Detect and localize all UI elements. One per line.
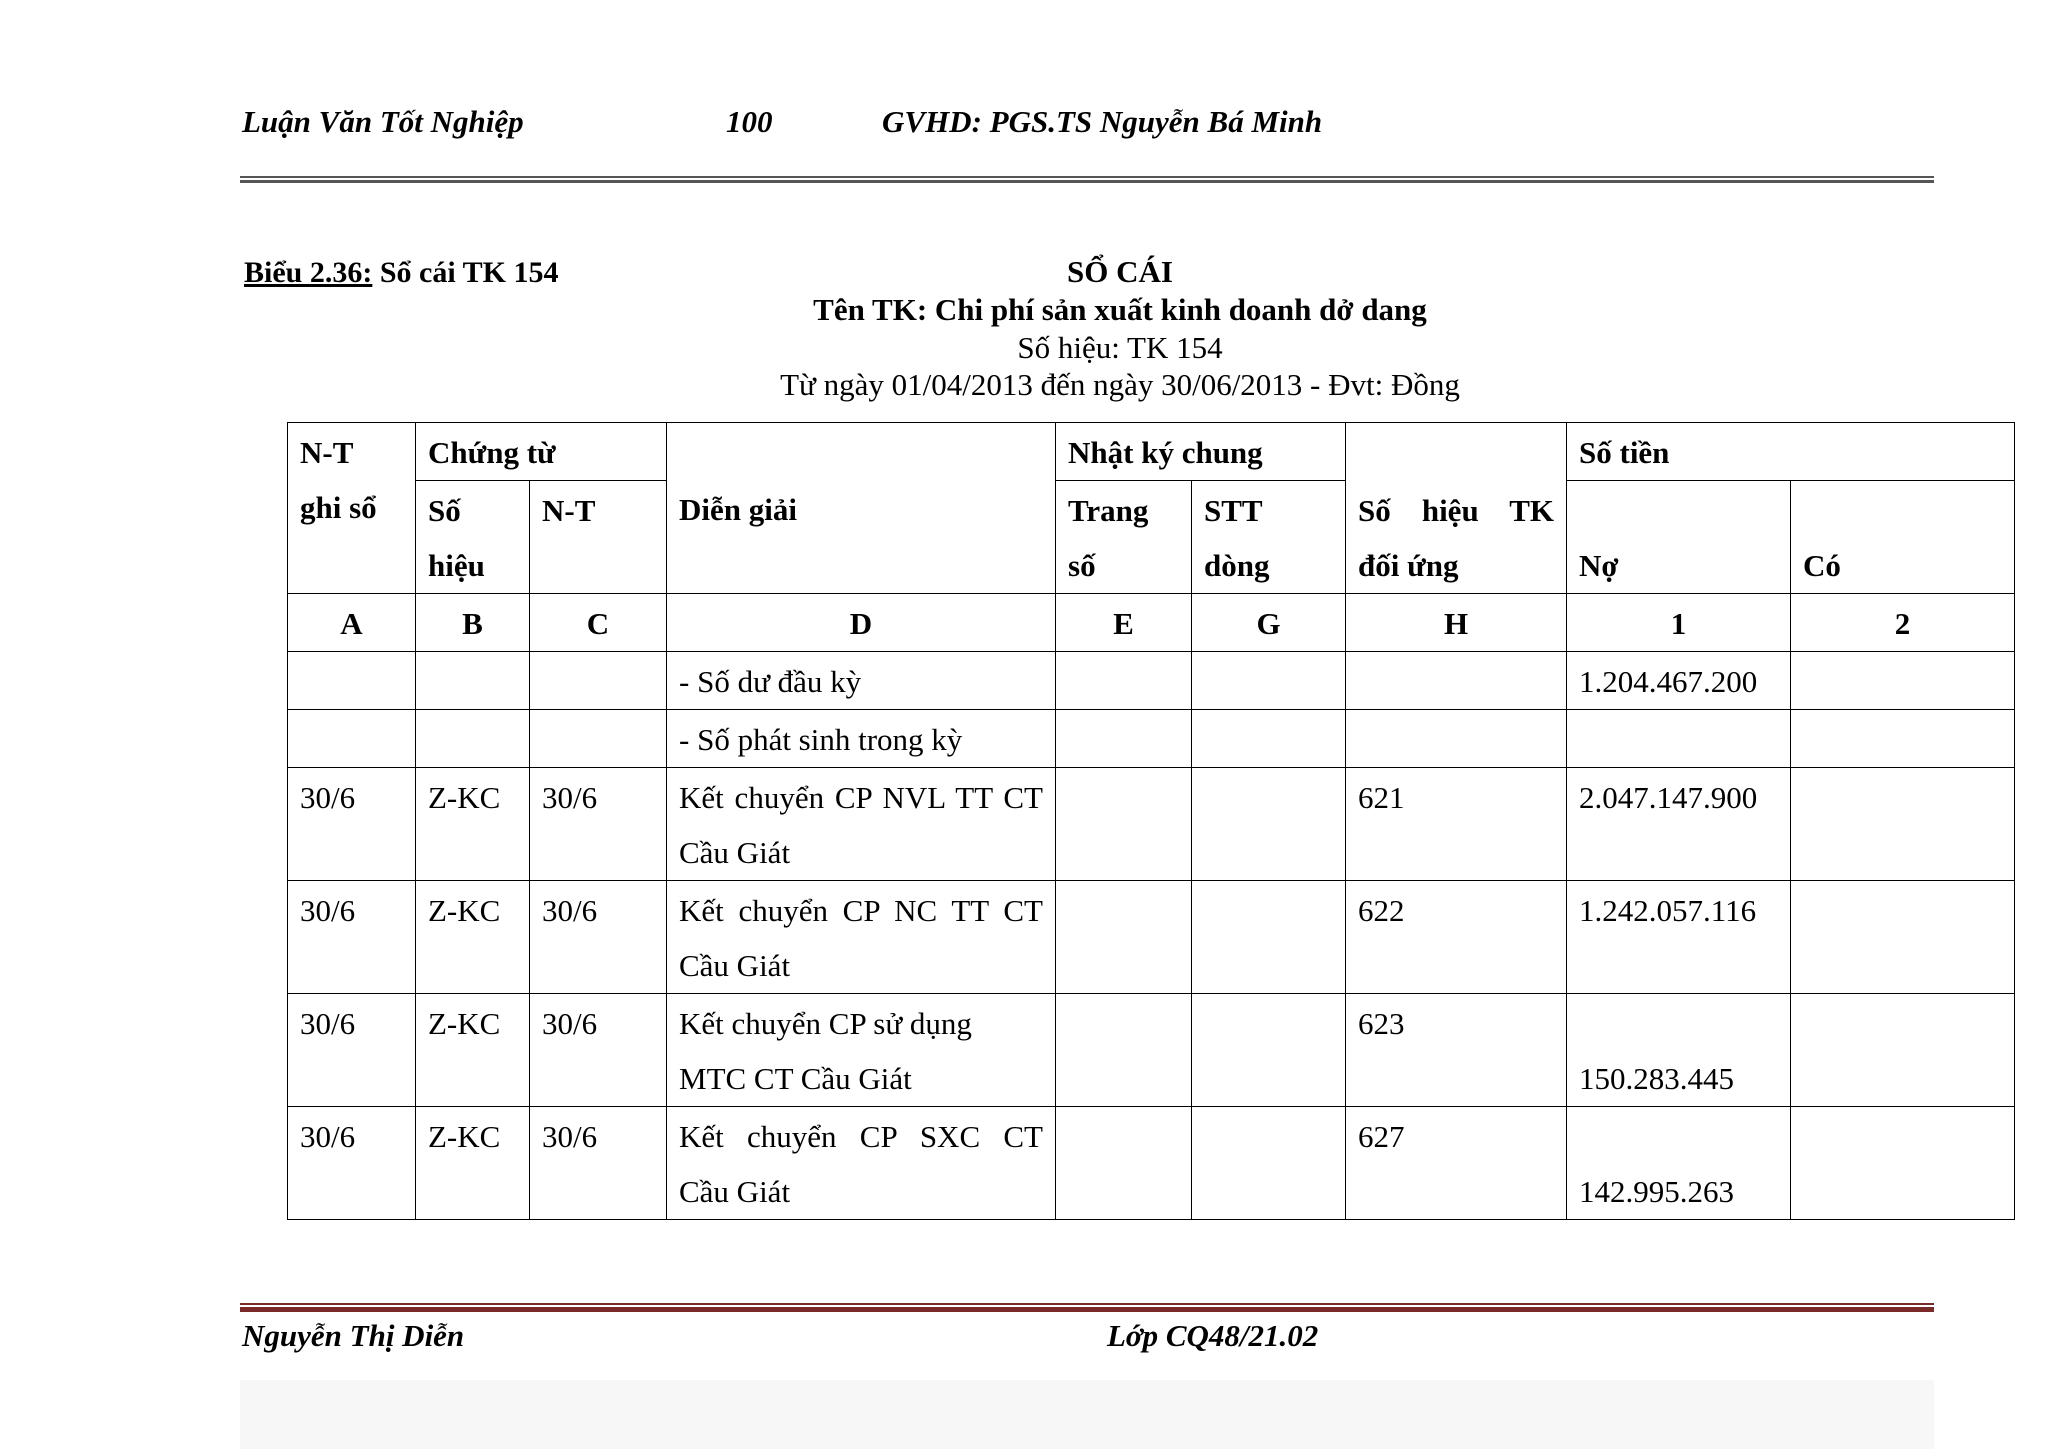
cell-line <box>1192 768 1346 881</box>
col-header-so-hieu-tk: Số hiệu TK đối ứng <box>1346 423 1567 594</box>
footer-class: Lớp CQ48/21.02 <box>1107 1318 1319 1353</box>
cell-debit <box>1567 710 1791 768</box>
cell-description: Kết chuyển CP NVL TT CT Cầu Giát <box>667 768 1056 881</box>
col-header-nt-ghi-so: N-T ghi sổ <box>288 423 416 594</box>
account-name: Tên TK: Chi phí sản xuất kinh doanh dở dang <box>813 292 1427 327</box>
ledger-title: SỔ CÁI <box>1067 254 1173 289</box>
col-header-dien-giai: Diễn giải <box>667 423 1056 594</box>
cell-credit <box>1791 994 2015 1107</box>
cell-doc-no: Z-KC <box>416 994 530 1107</box>
cell-doc-no: Z-KC <box>416 768 530 881</box>
cell-credit <box>1791 881 2015 994</box>
cell-line <box>1192 1107 1346 1220</box>
cell-page <box>1056 768 1192 881</box>
cell-credit <box>1791 1107 2015 1220</box>
cell-doc-date <box>530 652 667 710</box>
cell-account <box>1346 652 1567 710</box>
cell-date <box>288 710 416 768</box>
column-code-row <box>288 594 2015 652</box>
account-code: Số hiệu: TK 154 <box>1017 330 1223 365</box>
cell-description: Kết chuyển CP sử dụng MTC CT Cầu Giát <box>667 994 1056 1107</box>
cell-account: 627 <box>1346 1107 1567 1220</box>
col-header-nhat-ky-chung: Nhật ký chung <box>1056 423 1346 481</box>
col-header-so-hieu: Số hiệu <box>416 481 530 594</box>
col-code: E <box>1056 594 1192 652</box>
figure-caption-text: Sổ cái TK 154 <box>372 256 559 289</box>
figure-caption <box>244 256 558 290</box>
col-header-trang-so: Trang số <box>1056 481 1192 594</box>
cell-debit: 1.242.057.116 <box>1567 881 1791 994</box>
col-code: 2 <box>1791 594 2015 652</box>
cell-date: 30/6 <box>288 994 416 1107</box>
ledger-period: Từ ngày 01/04/2013 đến ngày 30/06/2013 - Đvt: Đồng <box>780 367 1460 402</box>
header-thesis-title: Luận Văn Tốt Nghiệp <box>242 104 524 139</box>
col-code: A <box>288 594 416 652</box>
cell-line <box>1192 881 1346 994</box>
cell-debit: 1.204.467.200 <box>1567 652 1791 710</box>
col-code: B <box>416 594 530 652</box>
cell-description: Kết chuyển CP SXC CT Cầu Giát <box>667 1107 1056 1220</box>
cell-line <box>1192 710 1346 768</box>
figure-caption-label: Biểu 2.36: <box>244 256 373 289</box>
col-code: D <box>667 594 1056 652</box>
cell-doc-no <box>416 710 530 768</box>
table-row <box>288 710 2015 768</box>
cell-credit <box>1791 710 2015 768</box>
cell-doc-date: 30/6 <box>530 881 667 994</box>
cell-page <box>1056 1107 1192 1220</box>
table-row <box>288 881 2015 994</box>
cell-debit: 150.283.445 <box>1567 994 1791 1107</box>
cell-line <box>1192 994 1346 1107</box>
cell-credit <box>1791 652 2015 710</box>
header-divider <box>240 176 1934 183</box>
cell-line <box>1192 652 1346 710</box>
col-header-so-tien: Số tiền <box>1567 423 2015 481</box>
cell-credit <box>1791 768 2015 881</box>
table-row <box>288 994 2015 1107</box>
page-bottom-band <box>240 1380 1934 1449</box>
cell-doc-no: Z-KC <box>416 1107 530 1220</box>
ledger-table <box>287 422 2015 1220</box>
cell-doc-date: 30/6 <box>530 994 667 1107</box>
page-footer <box>242 1318 1932 1362</box>
col-header-stt-dong: STT dòng <box>1192 481 1346 594</box>
col-code: H <box>1346 594 1567 652</box>
page-header <box>242 104 1932 148</box>
header-supervisor: GVHD: PGS.TS Nguyễn Bá Minh <box>882 104 1323 139</box>
cell-description: - Số dư đầu kỳ <box>667 652 1056 710</box>
col-code: G <box>1192 594 1346 652</box>
footer-divider <box>240 1303 1934 1312</box>
table-row <box>288 1107 2015 1220</box>
col-header-chung-tu: Chứng từ <box>416 423 667 481</box>
cell-doc-date: 30/6 <box>530 768 667 881</box>
cell-description: - Số phát sinh trong kỳ <box>667 710 1056 768</box>
cell-doc-date: 30/6 <box>530 1107 667 1220</box>
cell-page <box>1056 710 1192 768</box>
header-page-number: 100 <box>726 104 773 139</box>
cell-debit: 142.995.263 <box>1567 1107 1791 1220</box>
cell-page <box>1056 881 1192 994</box>
table-row <box>288 652 2015 710</box>
cell-debit: 2.047.147.900 <box>1567 768 1791 881</box>
cell-date: 30/6 <box>288 768 416 881</box>
col-code: 1 <box>1567 594 1791 652</box>
cell-doc-date <box>530 710 667 768</box>
cell-account: 623 <box>1346 994 1567 1107</box>
cell-account: 622 <box>1346 881 1567 994</box>
cell-account: 621 <box>1346 768 1567 881</box>
col-header-co: Có <box>1791 481 2015 594</box>
cell-date: 30/6 <box>288 1107 416 1220</box>
col-code: C <box>530 594 667 652</box>
cell-description: Kết chuyển CP NC TT CT Cầu Giát <box>667 881 1056 994</box>
cell-doc-no <box>416 652 530 710</box>
footer-author: Nguyễn Thị Diễn <box>242 1318 465 1353</box>
cell-date <box>288 652 416 710</box>
cell-page <box>1056 652 1192 710</box>
header-row-2 <box>288 481 2015 594</box>
col-header-nt: N-T <box>530 481 667 594</box>
cell-date: 30/6 <box>288 881 416 994</box>
col-header-no: Nợ <box>1567 481 1791 594</box>
cell-doc-no: Z-KC <box>416 881 530 994</box>
cell-account <box>1346 710 1567 768</box>
cell-page <box>1056 994 1192 1107</box>
table-row <box>288 768 2015 881</box>
header-row-1 <box>288 423 2015 481</box>
